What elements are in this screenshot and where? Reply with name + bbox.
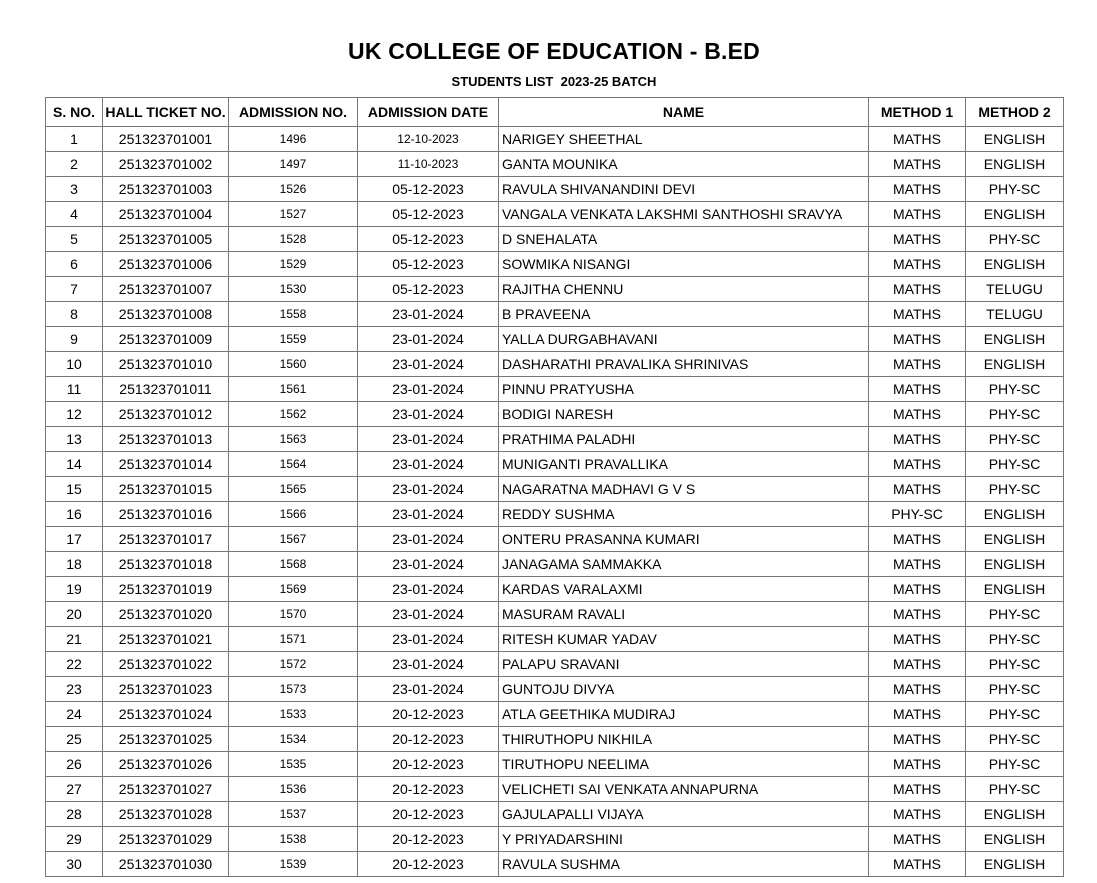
cell-admission-no: 1568 — [229, 552, 358, 577]
cell-hall-ticket: 251323701004 — [103, 202, 229, 227]
cell-method-2: PHY-SC — [966, 727, 1064, 752]
cell-sno: 19 — [46, 577, 103, 602]
cell-sno: 25 — [46, 727, 103, 752]
cell-name: BODIGI NARESH — [499, 402, 869, 427]
cell-sno: 16 — [46, 502, 103, 527]
cell-admission-date: 23-01-2024 — [358, 302, 499, 327]
cell-name: ONTERU PRASANNA KUMARI — [499, 527, 869, 552]
cell-admission-date: 05-12-2023 — [358, 277, 499, 302]
table-row — [46, 577, 1064, 602]
cell-method-2: ENGLISH — [966, 127, 1064, 152]
table-row — [46, 527, 1064, 552]
cell-hall-ticket: 251323701001 — [103, 127, 229, 152]
cell-hall-ticket: 251323701027 — [103, 777, 229, 802]
cell-method-2: PHY-SC — [966, 752, 1064, 777]
cell-sno: 22 — [46, 652, 103, 677]
cell-sno: 11 — [46, 377, 103, 402]
cell-sno: 3 — [46, 177, 103, 202]
cell-method-1: MATHS — [869, 152, 966, 177]
table-row — [46, 377, 1064, 402]
cell-method-1: MATHS — [869, 252, 966, 277]
cell-method-2: ENGLISH — [966, 327, 1064, 352]
header-sno: S. NO. — [46, 98, 103, 127]
cell-name: KARDAS VARALAXMI — [499, 577, 869, 602]
cell-sno: 10 — [46, 352, 103, 377]
table-row — [46, 602, 1064, 627]
table-row — [46, 627, 1064, 652]
cell-admission-no: 1536 — [229, 777, 358, 802]
cell-hall-ticket: 251323701005 — [103, 227, 229, 252]
cell-hall-ticket: 251323701023 — [103, 677, 229, 702]
cell-admission-date: 05-12-2023 — [358, 252, 499, 277]
table-row — [46, 777, 1064, 802]
cell-admission-date: 05-12-2023 — [358, 227, 499, 252]
cell-method-1: MATHS — [869, 602, 966, 627]
cell-sno: 17 — [46, 527, 103, 552]
cell-method-1: MATHS — [869, 652, 966, 677]
table-row — [46, 177, 1064, 202]
cell-method-1: PHY-SC — [869, 502, 966, 527]
table-row — [46, 352, 1064, 377]
cell-hall-ticket: 251323701017 — [103, 527, 229, 552]
cell-method-1: MATHS — [869, 802, 966, 827]
cell-method-2: PHY-SC — [966, 227, 1064, 252]
cell-hall-ticket: 251323701013 — [103, 427, 229, 452]
cell-name: NARIGEY SHEETHAL — [499, 127, 869, 152]
cell-admission-date: 05-12-2023 — [358, 202, 499, 227]
table-row — [46, 652, 1064, 677]
cell-hall-ticket: 251323701002 — [103, 152, 229, 177]
cell-admission-date: 23-01-2024 — [358, 402, 499, 427]
cell-name: SOWMIKA NISANGI — [499, 252, 869, 277]
cell-name: PALAPU SRAVANI — [499, 652, 869, 677]
cell-admission-date: 23-01-2024 — [358, 627, 499, 652]
cell-name: NAGARATNA MADHAVI G V S — [499, 477, 869, 502]
cell-method-1: MATHS — [869, 352, 966, 377]
cell-method-2: PHY-SC — [966, 602, 1064, 627]
cell-admission-no: 1530 — [229, 277, 358, 302]
cell-method-2: PHY-SC — [966, 777, 1064, 802]
cell-sno: 29 — [46, 827, 103, 852]
cell-admission-no: 1529 — [229, 252, 358, 277]
cell-admission-date: 20-12-2023 — [358, 727, 499, 752]
cell-admission-date: 23-01-2024 — [358, 377, 499, 402]
table-row — [46, 402, 1064, 427]
cell-method-1: MATHS — [869, 177, 966, 202]
cell-admission-date: 12-10-2023 — [358, 127, 499, 152]
cell-method-1: MATHS — [869, 452, 966, 477]
cell-name: RAVULA SHIVANANDINI DEVI — [499, 177, 869, 202]
cell-name: TIRUTHOPU NEELIMA — [499, 752, 869, 777]
cell-name: DASHARATHI PRAVALIKA SHRINIVAS — [499, 352, 869, 377]
cell-sno: 30 — [46, 852, 103, 877]
cell-hall-ticket: 251323701028 — [103, 802, 229, 827]
cell-sno: 12 — [46, 402, 103, 427]
cell-hall-ticket: 251323701025 — [103, 727, 229, 752]
document-title: UK COLLEGE OF EDUCATION - B.ED — [348, 38, 760, 64]
cell-method-2: ENGLISH — [966, 852, 1064, 877]
cell-method-2: PHY-SC — [966, 477, 1064, 502]
cell-method-1: MATHS — [869, 327, 966, 352]
cell-method-1: MATHS — [869, 402, 966, 427]
cell-hall-ticket: 251323701020 — [103, 602, 229, 627]
header-admission-date: ADMISSION DATE — [358, 98, 499, 127]
cell-admission-no: 1565 — [229, 477, 358, 502]
table-header-row — [46, 98, 1064, 127]
cell-hall-ticket: 251323701024 — [103, 702, 229, 727]
cell-sno: 18 — [46, 552, 103, 577]
cell-admission-no: 1572 — [229, 652, 358, 677]
cell-method-2: TELUGU — [966, 302, 1064, 327]
cell-name: GUNTOJU DIVYA — [499, 677, 869, 702]
cell-method-2: ENGLISH — [966, 577, 1064, 602]
cell-method-2: ENGLISH — [966, 527, 1064, 552]
cell-method-2: PHY-SC — [966, 402, 1064, 427]
cell-sno: 4 — [46, 202, 103, 227]
cell-admission-no: 1559 — [229, 327, 358, 352]
header-admission-no: ADMISSION NO. — [229, 98, 358, 127]
cell-method-2: PHY-SC — [966, 177, 1064, 202]
cell-hall-ticket: 251323701010 — [103, 352, 229, 377]
cell-method-1: MATHS — [869, 127, 966, 152]
cell-sno: 7 — [46, 277, 103, 302]
cell-name: RITESH KUMAR YADAV — [499, 627, 869, 652]
cell-name: Y PRIYADARSHINI — [499, 827, 869, 852]
table-row — [46, 502, 1064, 527]
cell-name: YALLA DURGABHAVANI — [499, 327, 869, 352]
cell-name: VANGALA VENKATA LAKSHMI SANTHOSHI SRAVYA — [499, 202, 869, 227]
cell-admission-date: 23-01-2024 — [358, 502, 499, 527]
cell-name: THIRUTHOPU NIKHILA — [499, 727, 869, 752]
cell-admission-no: 1558 — [229, 302, 358, 327]
cell-hall-ticket: 251323701008 — [103, 302, 229, 327]
cell-admission-date: 11-10-2023 — [358, 152, 499, 177]
header-method-2: METHOD 2 — [966, 98, 1064, 127]
table-row — [46, 302, 1064, 327]
cell-admission-no: 1497 — [229, 152, 358, 177]
cell-hall-ticket: 251323701006 — [103, 252, 229, 277]
cell-sno: 6 — [46, 252, 103, 277]
cell-sno: 21 — [46, 627, 103, 652]
cell-sno: 26 — [46, 752, 103, 777]
cell-name: PRATHIMA PALADHI — [499, 427, 869, 452]
cell-admission-no: 1496 — [229, 127, 358, 152]
cell-name: GANTA MOUNIKA — [499, 152, 869, 177]
cell-method-1: MATHS — [869, 527, 966, 552]
cell-sno: 14 — [46, 452, 103, 477]
cell-method-2: PHY-SC — [966, 377, 1064, 402]
cell-admission-no: 1539 — [229, 852, 358, 877]
table-row — [46, 277, 1064, 302]
header-method-1: METHOD 1 — [869, 98, 966, 127]
cell-hall-ticket: 251323701007 — [103, 277, 229, 302]
cell-admission-no: 1570 — [229, 602, 358, 627]
cell-sno: 8 — [46, 302, 103, 327]
cell-admission-no: 1566 — [229, 502, 358, 527]
cell-method-2: ENGLISH — [966, 252, 1064, 277]
cell-admission-no: 1562 — [229, 402, 358, 427]
cell-method-1: MATHS — [869, 727, 966, 752]
table-row — [46, 677, 1064, 702]
cell-admission-date: 23-01-2024 — [358, 552, 499, 577]
cell-sno: 5 — [46, 227, 103, 252]
cell-name: VELICHETI SAI VENKATA ANNAPURNA — [499, 777, 869, 802]
cell-admission-no: 1561 — [229, 377, 358, 402]
cell-admission-no: 1535 — [229, 752, 358, 777]
cell-method-2: ENGLISH — [966, 152, 1064, 177]
cell-admission-date: 20-12-2023 — [358, 827, 499, 852]
table-row — [46, 252, 1064, 277]
table-row — [46, 852, 1064, 877]
cell-hall-ticket: 251323701009 — [103, 327, 229, 352]
table-row — [46, 802, 1064, 827]
cell-method-1: MATHS — [869, 702, 966, 727]
cell-hall-ticket: 251323701015 — [103, 477, 229, 502]
cell-admission-no: 1573 — [229, 677, 358, 702]
cell-method-1: MATHS — [869, 427, 966, 452]
table-row — [46, 327, 1064, 352]
cell-method-2: ENGLISH — [966, 352, 1064, 377]
cell-admission-no: 1560 — [229, 352, 358, 377]
cell-method-1: MATHS — [869, 477, 966, 502]
cell-sno: 15 — [46, 477, 103, 502]
cell-method-1: MATHS — [869, 852, 966, 877]
cell-name: ATLA GEETHIKA MUDIRAJ — [499, 702, 869, 727]
cell-hall-ticket: 251323701016 — [103, 502, 229, 527]
cell-method-1: MATHS — [869, 577, 966, 602]
cell-admission-date: 23-01-2024 — [358, 677, 499, 702]
table-row — [46, 552, 1064, 577]
cell-sno: 20 — [46, 602, 103, 627]
cell-method-2: ENGLISH — [966, 502, 1064, 527]
cell-method-2: ENGLISH — [966, 552, 1064, 577]
table-row — [46, 752, 1064, 777]
cell-hall-ticket: 251323701026 — [103, 752, 229, 777]
cell-name: MUNIGANTI PRAVALLIKA — [499, 452, 869, 477]
cell-admission-date: 23-01-2024 — [358, 452, 499, 477]
cell-method-1: MATHS — [869, 552, 966, 577]
students-table — [45, 97, 1064, 877]
cell-admission-no: 1538 — [229, 827, 358, 852]
cell-method-1: MATHS — [869, 752, 966, 777]
cell-method-2: PHY-SC — [966, 677, 1064, 702]
cell-admission-date: 20-12-2023 — [358, 702, 499, 727]
table-row — [46, 152, 1064, 177]
cell-admission-date: 23-01-2024 — [358, 477, 499, 502]
cell-hall-ticket: 251323701030 — [103, 852, 229, 877]
table-row — [46, 702, 1064, 727]
cell-method-1: MATHS — [869, 627, 966, 652]
cell-method-2: PHY-SC — [966, 427, 1064, 452]
cell-method-2: PHY-SC — [966, 452, 1064, 477]
cell-method-1: MATHS — [869, 302, 966, 327]
cell-hall-ticket: 251323701011 — [103, 377, 229, 402]
cell-hall-ticket: 251323701021 — [103, 627, 229, 652]
cell-name: JANAGAMA SAMMAKKA — [499, 552, 869, 577]
table-row — [46, 227, 1064, 252]
cell-method-2: ENGLISH — [966, 802, 1064, 827]
cell-method-2: PHY-SC — [966, 627, 1064, 652]
cell-admission-date: 23-01-2024 — [358, 577, 499, 602]
cell-hall-ticket: 251323701014 — [103, 452, 229, 477]
cell-admission-date: 23-01-2024 — [358, 602, 499, 627]
cell-admission-date: 23-01-2024 — [358, 527, 499, 552]
cell-method-1: MATHS — [869, 777, 966, 802]
table-row — [46, 202, 1064, 227]
header-name: NAME — [499, 98, 869, 127]
cell-admission-date: 23-01-2024 — [358, 652, 499, 677]
cell-name: RAVULA SUSHMA — [499, 852, 869, 877]
cell-admission-no: 1527 — [229, 202, 358, 227]
cell-method-2: PHY-SC — [966, 702, 1064, 727]
cell-admission-no: 1571 — [229, 627, 358, 652]
cell-admission-date: 20-12-2023 — [358, 852, 499, 877]
cell-admission-no: 1533 — [229, 702, 358, 727]
cell-admission-no: 1528 — [229, 227, 358, 252]
cell-method-1: MATHS — [869, 202, 966, 227]
cell-admission-no: 1526 — [229, 177, 358, 202]
cell-name: RAJITHA CHENNU — [499, 277, 869, 302]
cell-hall-ticket: 251323701022 — [103, 652, 229, 677]
cell-name: MASURAM RAVALI — [499, 602, 869, 627]
table-row — [46, 427, 1064, 452]
cell-method-1: MATHS — [869, 227, 966, 252]
cell-name: D SNEHALATA — [499, 227, 869, 252]
cell-method-2: TELUGU — [966, 277, 1064, 302]
cell-admission-date: 23-01-2024 — [358, 352, 499, 377]
cell-admission-date: 20-12-2023 — [358, 752, 499, 777]
cell-name: GAJULAPALLI VIJAYA — [499, 802, 869, 827]
cell-admission-no: 1564 — [229, 452, 358, 477]
table-row — [46, 727, 1064, 752]
cell-method-1: MATHS — [869, 277, 966, 302]
cell-admission-date: 23-01-2024 — [358, 327, 499, 352]
cell-hall-ticket: 251323701019 — [103, 577, 229, 602]
cell-sno: 27 — [46, 777, 103, 802]
cell-admission-date: 23-01-2024 — [358, 427, 499, 452]
cell-method-1: MATHS — [869, 677, 966, 702]
cell-name: PINNU PRATYUSHA — [499, 377, 869, 402]
cell-sno: 24 — [46, 702, 103, 727]
header-hall-ticket: HALL TICKET NO. — [103, 98, 229, 127]
document-subtitle: STUDENTS LIST 2023-25 BATCH — [451, 74, 657, 89]
cell-method-2: ENGLISH — [966, 827, 1064, 852]
table-row — [46, 127, 1064, 152]
cell-admission-date: 05-12-2023 — [358, 177, 499, 202]
cell-sno: 2 — [46, 152, 103, 177]
cell-name: B PRAVEENA — [499, 302, 869, 327]
cell-method-2: ENGLISH — [966, 202, 1064, 227]
cell-sno: 1 — [46, 127, 103, 152]
cell-admission-no: 1567 — [229, 527, 358, 552]
cell-hall-ticket: 251323701003 — [103, 177, 229, 202]
table-row — [46, 827, 1064, 852]
cell-admission-no: 1537 — [229, 802, 358, 827]
cell-sno: 28 — [46, 802, 103, 827]
cell-hall-ticket: 251323701018 — [103, 552, 229, 577]
cell-admission-no: 1569 — [229, 577, 358, 602]
cell-method-2: PHY-SC — [966, 652, 1064, 677]
cell-admission-no: 1534 — [229, 727, 358, 752]
cell-admission-date: 20-12-2023 — [358, 777, 499, 802]
cell-method-1: MATHS — [869, 827, 966, 852]
cell-sno: 23 — [46, 677, 103, 702]
cell-name: REDDY SUSHMA — [499, 502, 869, 527]
cell-admission-date: 20-12-2023 — [358, 802, 499, 827]
cell-sno: 13 — [46, 427, 103, 452]
cell-admission-no: 1563 — [229, 427, 358, 452]
cell-hall-ticket: 251323701029 — [103, 827, 229, 852]
cell-hall-ticket: 251323701012 — [103, 402, 229, 427]
table-row — [46, 452, 1064, 477]
cell-sno: 9 — [46, 327, 103, 352]
table-row — [46, 477, 1064, 502]
cell-method-1: MATHS — [869, 377, 966, 402]
